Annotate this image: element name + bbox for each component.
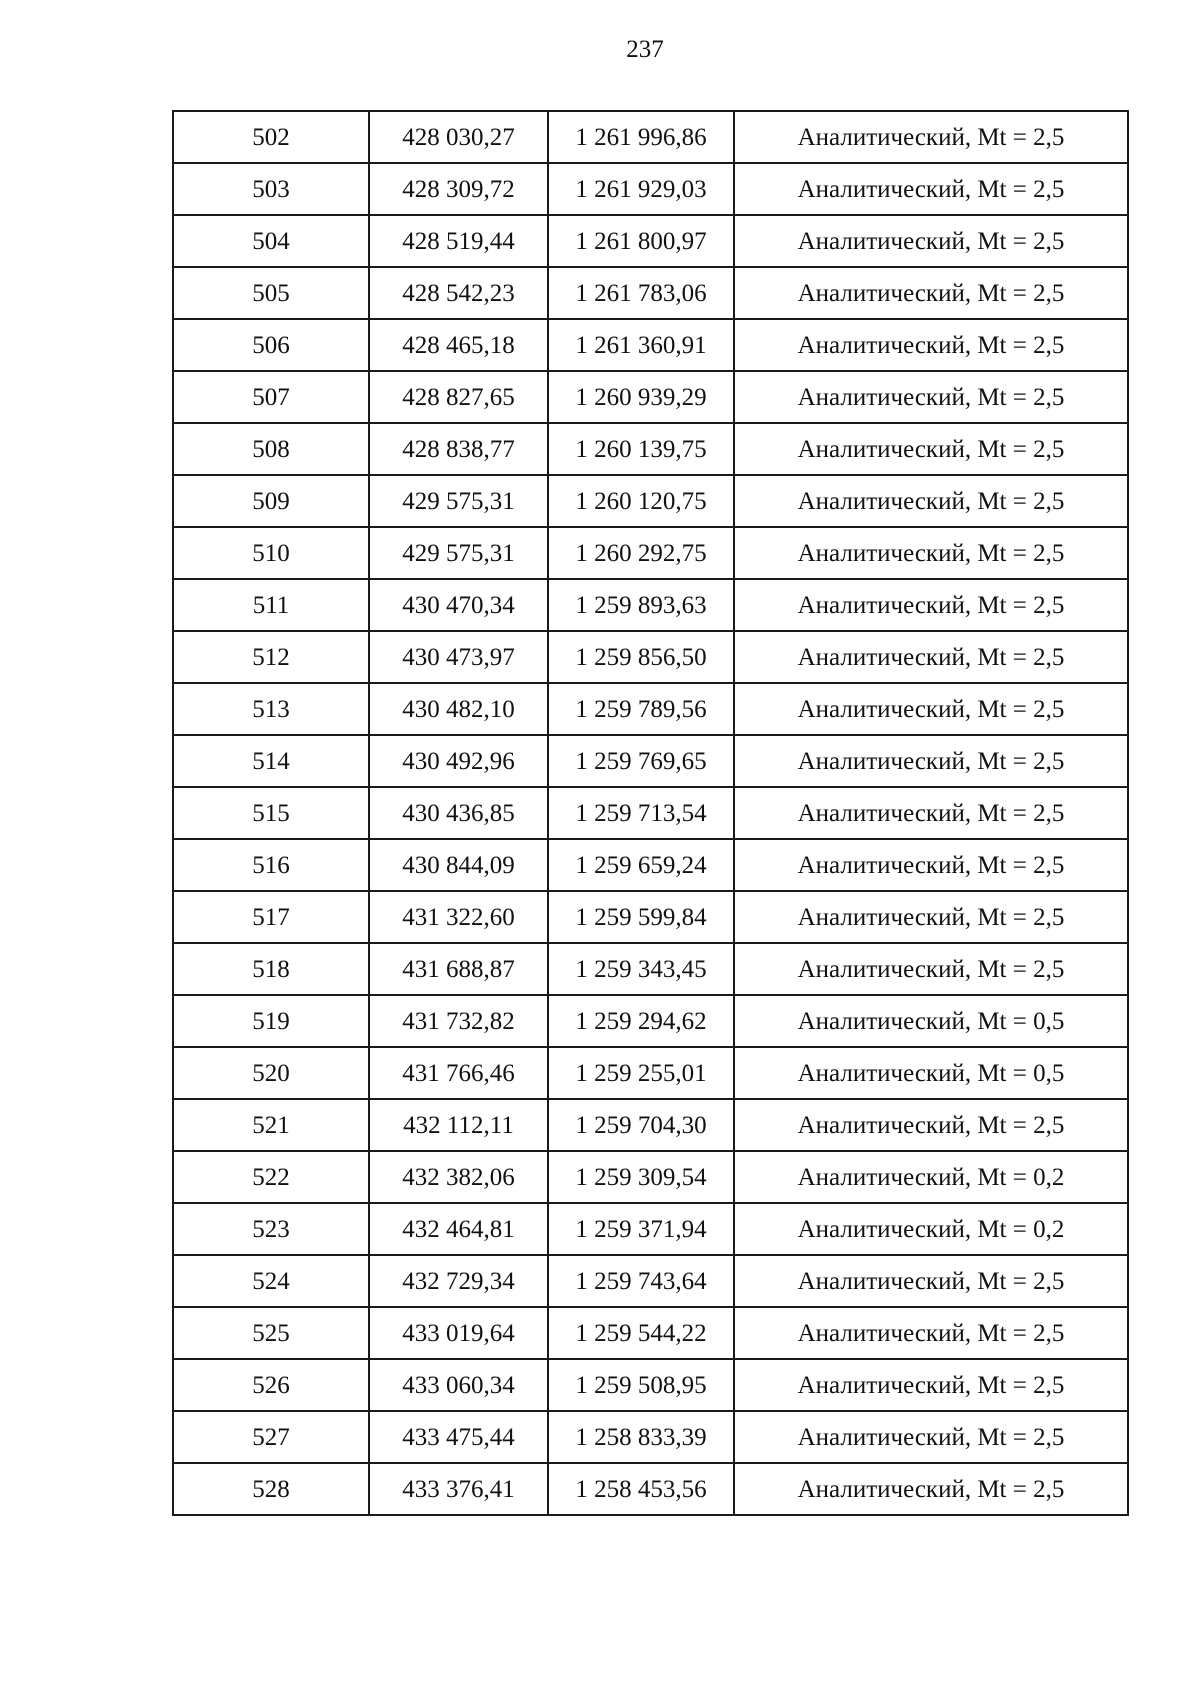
method-cell: Аналитический, Mt = 0,5 bbox=[734, 1047, 1128, 1099]
method-cell: Аналитический, Mt = 2,5 bbox=[734, 267, 1128, 319]
table-row bbox=[173, 735, 1128, 787]
point-number-cell: 522 bbox=[173, 1151, 369, 1203]
method-cell: Аналитический, Mt = 0,2 bbox=[734, 1151, 1128, 1203]
point-number-cell: 503 bbox=[173, 163, 369, 215]
table-row bbox=[173, 423, 1128, 475]
table-row bbox=[173, 631, 1128, 683]
point-number-cell: 507 bbox=[173, 371, 369, 423]
method-cell: Аналитический, Mt = 2,5 bbox=[734, 319, 1128, 371]
point-number-cell: 518 bbox=[173, 943, 369, 995]
point-number-cell: 512 bbox=[173, 631, 369, 683]
table-row bbox=[173, 579, 1128, 631]
table-row bbox=[173, 1307, 1128, 1359]
method-cell: Аналитический, Mt = 2,5 bbox=[734, 943, 1128, 995]
x-coordinate-cell: 432 729,34 bbox=[369, 1255, 548, 1307]
y-coordinate-cell: 1 259 508,95 bbox=[548, 1359, 734, 1411]
table-row bbox=[173, 1463, 1128, 1515]
x-coordinate-cell: 433 376,41 bbox=[369, 1463, 548, 1515]
table-row bbox=[173, 1359, 1128, 1411]
method-cell: Аналитический, Mt = 2,5 bbox=[734, 1099, 1128, 1151]
point-number-cell: 504 bbox=[173, 215, 369, 267]
point-number-cell: 520 bbox=[173, 1047, 369, 1099]
point-number-cell: 511 bbox=[173, 579, 369, 631]
method-cell: Аналитический, Mt = 0,5 bbox=[734, 995, 1128, 1047]
point-number-cell: 517 bbox=[173, 891, 369, 943]
method-cell: Аналитический, Mt = 2,5 bbox=[734, 631, 1128, 683]
x-coordinate-cell: 430 844,09 bbox=[369, 839, 548, 891]
y-coordinate-cell: 1 258 833,39 bbox=[548, 1411, 734, 1463]
y-coordinate-cell: 1 259 743,64 bbox=[548, 1255, 734, 1307]
point-number-cell: 528 bbox=[173, 1463, 369, 1515]
point-number-cell: 515 bbox=[173, 787, 369, 839]
x-coordinate-cell: 432 382,06 bbox=[369, 1151, 548, 1203]
table-row bbox=[173, 111, 1128, 163]
y-coordinate-cell: 1 259 294,62 bbox=[548, 995, 734, 1047]
point-number-cell: 523 bbox=[173, 1203, 369, 1255]
y-coordinate-cell: 1 259 309,54 bbox=[548, 1151, 734, 1203]
y-coordinate-cell: 1 259 544,22 bbox=[548, 1307, 734, 1359]
x-coordinate-cell: 429 575,31 bbox=[369, 475, 548, 527]
table-row bbox=[173, 995, 1128, 1047]
x-coordinate-cell: 428 309,72 bbox=[369, 163, 548, 215]
page-number: 237 bbox=[626, 36, 664, 63]
table-row bbox=[173, 1047, 1128, 1099]
table-row bbox=[173, 475, 1128, 527]
y-coordinate-cell: 1 261 360,91 bbox=[548, 319, 734, 371]
y-coordinate-cell: 1 259 371,94 bbox=[548, 1203, 734, 1255]
x-coordinate-cell: 429 575,31 bbox=[369, 527, 548, 579]
y-coordinate-cell: 1 261 929,03 bbox=[548, 163, 734, 215]
point-number-cell: 502 bbox=[173, 111, 369, 163]
method-cell: Аналитический, Mt = 2,5 bbox=[734, 1255, 1128, 1307]
method-cell: Аналитический, Mt = 2,5 bbox=[734, 839, 1128, 891]
x-coordinate-cell: 428 519,44 bbox=[369, 215, 548, 267]
y-coordinate-cell: 1 258 453,56 bbox=[548, 1463, 734, 1515]
point-number-cell: 524 bbox=[173, 1255, 369, 1307]
method-cell: Аналитический, Mt = 2,5 bbox=[734, 735, 1128, 787]
point-number-cell: 505 bbox=[173, 267, 369, 319]
point-number-cell: 514 bbox=[173, 735, 369, 787]
method-cell: Аналитический, Mt = 2,5 bbox=[734, 891, 1128, 943]
y-coordinate-cell: 1 260 120,75 bbox=[548, 475, 734, 527]
method-cell: Аналитический, Mt = 2,5 bbox=[734, 1307, 1128, 1359]
table-row bbox=[173, 683, 1128, 735]
method-cell: Аналитический, Mt = 2,5 bbox=[734, 475, 1128, 527]
y-coordinate-cell: 1 261 996,86 bbox=[548, 111, 734, 163]
x-coordinate-cell: 431 766,46 bbox=[369, 1047, 548, 1099]
point-number-cell: 508 bbox=[173, 423, 369, 475]
method-cell: Аналитический, Mt = 2,5 bbox=[734, 1463, 1128, 1515]
table-row bbox=[173, 267, 1128, 319]
y-coordinate-cell: 1 260 139,75 bbox=[548, 423, 734, 475]
x-coordinate-cell: 433 019,64 bbox=[369, 1307, 548, 1359]
point-number-cell: 516 bbox=[173, 839, 369, 891]
coordinates-table bbox=[172, 110, 1129, 1516]
table-row bbox=[173, 943, 1128, 995]
method-cell: Аналитический, Mt = 2,5 bbox=[734, 527, 1128, 579]
x-coordinate-cell: 428 838,77 bbox=[369, 423, 548, 475]
method-cell: Аналитический, Mt = 0,2 bbox=[734, 1203, 1128, 1255]
point-number-cell: 525 bbox=[173, 1307, 369, 1359]
table-row bbox=[173, 163, 1128, 215]
x-coordinate-cell: 431 322,60 bbox=[369, 891, 548, 943]
method-cell: Аналитический, Mt = 2,5 bbox=[734, 215, 1128, 267]
y-coordinate-cell: 1 261 783,06 bbox=[548, 267, 734, 319]
y-coordinate-cell: 1 260 292,75 bbox=[548, 527, 734, 579]
table-row bbox=[173, 839, 1128, 891]
method-cell: Аналитический, Mt = 2,5 bbox=[734, 1359, 1128, 1411]
x-coordinate-cell: 430 436,85 bbox=[369, 787, 548, 839]
x-coordinate-cell: 432 112,11 bbox=[369, 1099, 548, 1151]
point-number-cell: 526 bbox=[173, 1359, 369, 1411]
x-coordinate-cell: 428 030,27 bbox=[369, 111, 548, 163]
method-cell: Аналитический, Mt = 2,5 bbox=[734, 1411, 1128, 1463]
y-coordinate-cell: 1 259 789,56 bbox=[548, 683, 734, 735]
table-row bbox=[173, 319, 1128, 371]
x-coordinate-cell: 432 464,81 bbox=[369, 1203, 548, 1255]
point-number-cell: 506 bbox=[173, 319, 369, 371]
x-coordinate-cell: 431 732,82 bbox=[369, 995, 548, 1047]
point-number-cell: 527 bbox=[173, 1411, 369, 1463]
y-coordinate-cell: 1 259 704,30 bbox=[548, 1099, 734, 1151]
point-number-cell: 519 bbox=[173, 995, 369, 1047]
table-row bbox=[173, 1255, 1128, 1307]
table-row bbox=[173, 371, 1128, 423]
x-coordinate-cell: 428 827,65 bbox=[369, 371, 548, 423]
table-row bbox=[173, 1411, 1128, 1463]
table-body bbox=[173, 111, 1128, 1515]
y-coordinate-cell: 1 259 769,65 bbox=[548, 735, 734, 787]
method-cell: Аналитический, Mt = 2,5 bbox=[734, 163, 1128, 215]
y-coordinate-cell: 1 260 939,29 bbox=[548, 371, 734, 423]
table-row bbox=[173, 1099, 1128, 1151]
point-number-cell: 510 bbox=[173, 527, 369, 579]
x-coordinate-cell: 430 492,96 bbox=[369, 735, 548, 787]
y-coordinate-cell: 1 259 713,54 bbox=[548, 787, 734, 839]
x-coordinate-cell: 430 482,10 bbox=[369, 683, 548, 735]
x-coordinate-cell: 430 473,97 bbox=[369, 631, 548, 683]
point-number-cell: 513 bbox=[173, 683, 369, 735]
method-cell: Аналитический, Mt = 2,5 bbox=[734, 787, 1128, 839]
point-number-cell: 509 bbox=[173, 475, 369, 527]
method-cell: Аналитический, Mt = 2,5 bbox=[734, 683, 1128, 735]
table-row bbox=[173, 1151, 1128, 1203]
method-cell: Аналитический, Mt = 2,5 bbox=[734, 371, 1128, 423]
y-coordinate-cell: 1 261 800,97 bbox=[548, 215, 734, 267]
table-row bbox=[173, 1203, 1128, 1255]
y-coordinate-cell: 1 259 599,84 bbox=[548, 891, 734, 943]
table-row bbox=[173, 891, 1128, 943]
y-coordinate-cell: 1 259 659,24 bbox=[548, 839, 734, 891]
y-coordinate-cell: 1 259 255,01 bbox=[548, 1047, 734, 1099]
x-coordinate-cell: 433 475,44 bbox=[369, 1411, 548, 1463]
method-cell: Аналитический, Mt = 2,5 bbox=[734, 423, 1128, 475]
table-row bbox=[173, 787, 1128, 839]
method-cell: Аналитический, Mt = 2,5 bbox=[734, 111, 1128, 163]
y-coordinate-cell: 1 259 856,50 bbox=[548, 631, 734, 683]
x-coordinate-cell: 428 465,18 bbox=[369, 319, 548, 371]
y-coordinate-cell: 1 259 893,63 bbox=[548, 579, 734, 631]
point-number-cell: 521 bbox=[173, 1099, 369, 1151]
x-coordinate-cell: 428 542,23 bbox=[369, 267, 548, 319]
table-row bbox=[173, 215, 1128, 267]
y-coordinate-cell: 1 259 343,45 bbox=[548, 943, 734, 995]
method-cell: Аналитический, Mt = 2,5 bbox=[734, 579, 1128, 631]
x-coordinate-cell: 433 060,34 bbox=[369, 1359, 548, 1411]
table-row bbox=[173, 527, 1128, 579]
x-coordinate-cell: 430 470,34 bbox=[369, 579, 548, 631]
x-coordinate-cell: 431 688,87 bbox=[369, 943, 548, 995]
